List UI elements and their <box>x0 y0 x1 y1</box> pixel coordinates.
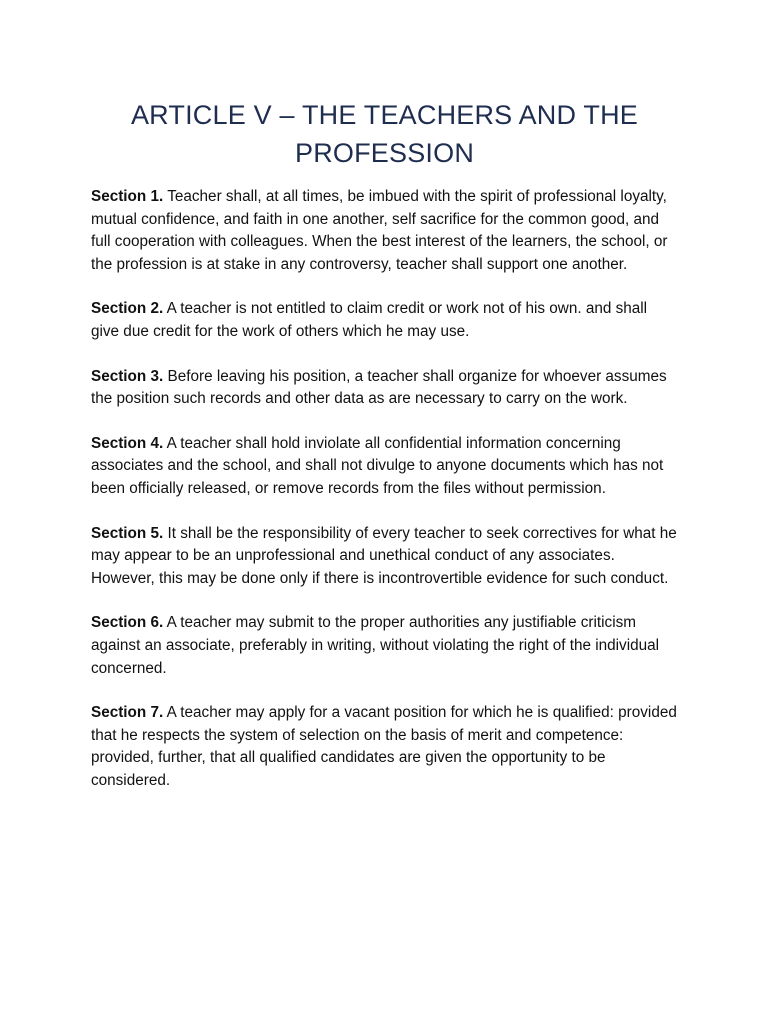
section-text: A teacher may submit to the proper authorities any justifiable criticism against an associate, preferably in writing, without violating the right of the individual concerned. <box>91 614 660 677</box>
section-7 <box>91 702 678 792</box>
section-2 <box>91 298 678 343</box>
section-label: Section 4. <box>91 434 164 452</box>
page-title: ARTICLE V – THE TEACHERS AND THE PROFESSION <box>130 100 639 168</box>
section-4 <box>91 433 678 501</box>
section-6 <box>91 612 678 680</box>
section-text: A teacher shall hold inviolate all confidential information concerning associates and the school, and shall not divulge to anyone documents which has not been officially released, or remove records from the files without permission. <box>91 434 664 497</box>
section-text: Before leaving his position, a teacher shall organize for whoever assumes the position such records and other data as are necessary to carry on the work. <box>91 367 667 408</box>
section-text: It shall be the responsibility of every teacher to seek correctives for what he may appear to be an unprofessional and unethical conduct of any associates. However, this may be done only if there is incontrovertible evidence for such conduct. <box>91 524 677 587</box>
section-3 <box>91 366 678 411</box>
section-label: Section 7. <box>91 704 164 722</box>
section-1 <box>91 186 678 276</box>
section-text: A teacher may apply for a vacant position for which he is qualified: provided that he respects the system of selection on the basis of merit and competence: provided, further, that all qualified candidates are given the opportunity to be considered. <box>91 704 677 789</box>
section-label: Section 6. <box>91 614 164 632</box>
section-label: Section 3. <box>91 367 164 385</box>
section-label: Section 1. <box>91 188 164 205</box>
section-label: Section 5. <box>91 524 164 542</box>
section-text: Teacher shall, at all times, be imbued with the spirit of professional loyalty, mutual confidence, and faith in one another, self sacrifice for the common good, and full cooperation with colleagues. When the best interest of the learners, the school, or the profession is at stake in any controversy, teacher shall support one another. <box>91 188 668 273</box>
section-text: A teacher is not entitled to claim credit or work not of his own. and shall give due credit for the work of others which he may use. <box>91 300 648 340</box>
section-label: Section 2. <box>91 300 164 318</box>
section-5 <box>91 523 678 591</box>
